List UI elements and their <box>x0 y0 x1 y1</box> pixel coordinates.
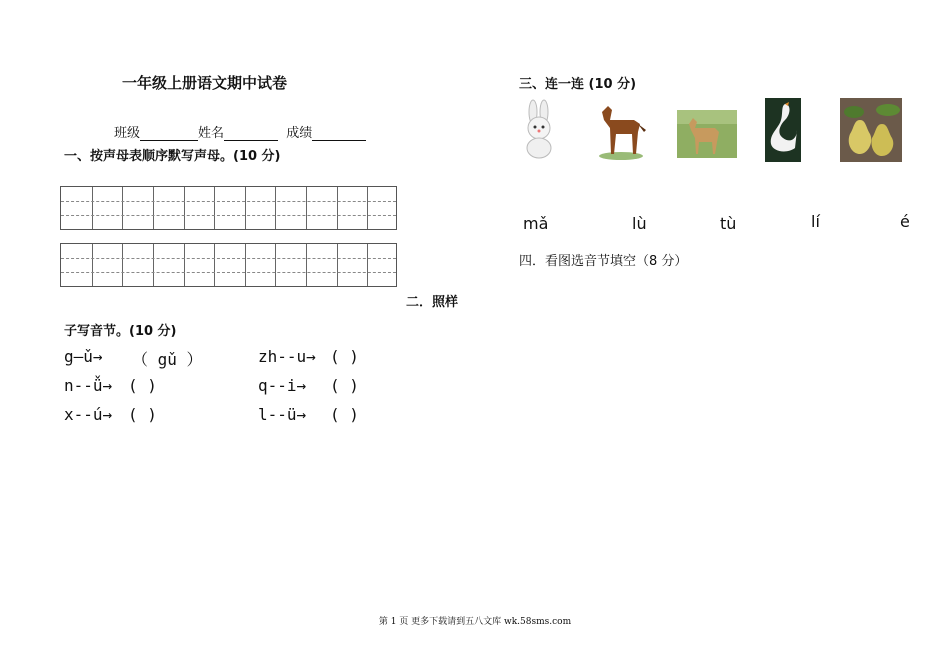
section-2-heading: 二．照样 <box>406 295 459 310</box>
class-blank[interactable] <box>140 128 198 141</box>
grid-column-line <box>122 244 123 286</box>
grid-column-line <box>245 187 246 229</box>
grid-column-line <box>275 187 276 229</box>
score-blank[interactable] <box>312 128 366 141</box>
student-info-line <box>114 122 366 141</box>
example-answer-3[interactable]: ( ) <box>128 376 157 395</box>
grid-column-line <box>367 244 368 286</box>
grid-column-line <box>122 187 123 229</box>
example-answer-2[interactable]: ( ) <box>330 347 359 366</box>
writing-grid-1[interactable] <box>60 186 397 230</box>
score-label: 成绩 <box>286 126 313 141</box>
section-3-heading: 三、连一连 (10 分) <box>519 77 637 92</box>
example-answer-6[interactable]: ( ) <box>330 405 359 424</box>
page-footer: 第 1 页 更多下载请到五八文库 wk.58sms.com <box>378 617 572 627</box>
example-expr-6: l--ü→ <box>258 405 307 424</box>
example-expr-2: zh--u→ <box>258 347 316 366</box>
page-title: 一年级上册语文期中试卷 <box>122 74 288 92</box>
name-blank[interactable] <box>224 128 278 141</box>
grid-column-line <box>245 244 246 286</box>
pear-icon[interactable] <box>840 98 902 162</box>
grid-guide-line <box>61 258 396 259</box>
grid-column-line <box>337 244 338 286</box>
deer-icon[interactable] <box>677 98 737 162</box>
pinyin-ma[interactable]: mǎ <box>523 214 549 233</box>
grid-column-line <box>92 187 93 229</box>
example-answer-5[interactable]: ( ) <box>128 405 157 424</box>
pinyin-e[interactable]: é <box>900 212 910 231</box>
example-expr-5: x--ú→ <box>64 405 113 424</box>
pinyin-lu[interactable]: lù <box>632 214 647 233</box>
section-1-heading: 一、按声母表顺序默写声母。(10 分) <box>64 149 281 164</box>
class-label: 班级 <box>114 126 141 141</box>
writing-grid-2[interactable] <box>60 243 397 287</box>
swan-icon[interactable] <box>765 98 801 162</box>
example-answer-1: （ gǔ ） <box>132 350 203 369</box>
example-expr-3: n--ǚ→ <box>64 376 113 395</box>
grid-column-line <box>184 244 185 286</box>
rabbit-icon[interactable] <box>518 98 560 162</box>
grid-column-line <box>153 187 154 229</box>
grid-guide-line <box>61 201 396 202</box>
horse-icon[interactable] <box>592 98 650 162</box>
example-expr-1: g—ǔ→ <box>64 347 103 366</box>
section-4-heading: 四．看图选音节填空（8 分） <box>519 254 688 269</box>
grid-column-line <box>214 244 215 286</box>
grid-column-line <box>306 244 307 286</box>
grid-column-line <box>214 187 215 229</box>
grid-guide-line <box>61 215 396 216</box>
grid-column-line <box>367 187 368 229</box>
grid-column-line <box>153 244 154 286</box>
pinyin-li[interactable]: lí <box>811 212 820 231</box>
grid-column-line <box>184 187 185 229</box>
grid-column-line <box>92 244 93 286</box>
example-expr-4: q--i→ <box>258 376 307 395</box>
grid-guide-line <box>61 272 396 273</box>
pinyin-tu[interactable]: tù <box>720 214 737 233</box>
example-answer-4[interactable]: ( ) <box>330 376 359 395</box>
section-2-heading-cont: 子写音节。(10 分) <box>64 324 177 339</box>
name-label: 姓名 <box>198 126 225 141</box>
grid-column-line <box>275 244 276 286</box>
grid-column-line <box>337 187 338 229</box>
grid-column-line <box>306 187 307 229</box>
